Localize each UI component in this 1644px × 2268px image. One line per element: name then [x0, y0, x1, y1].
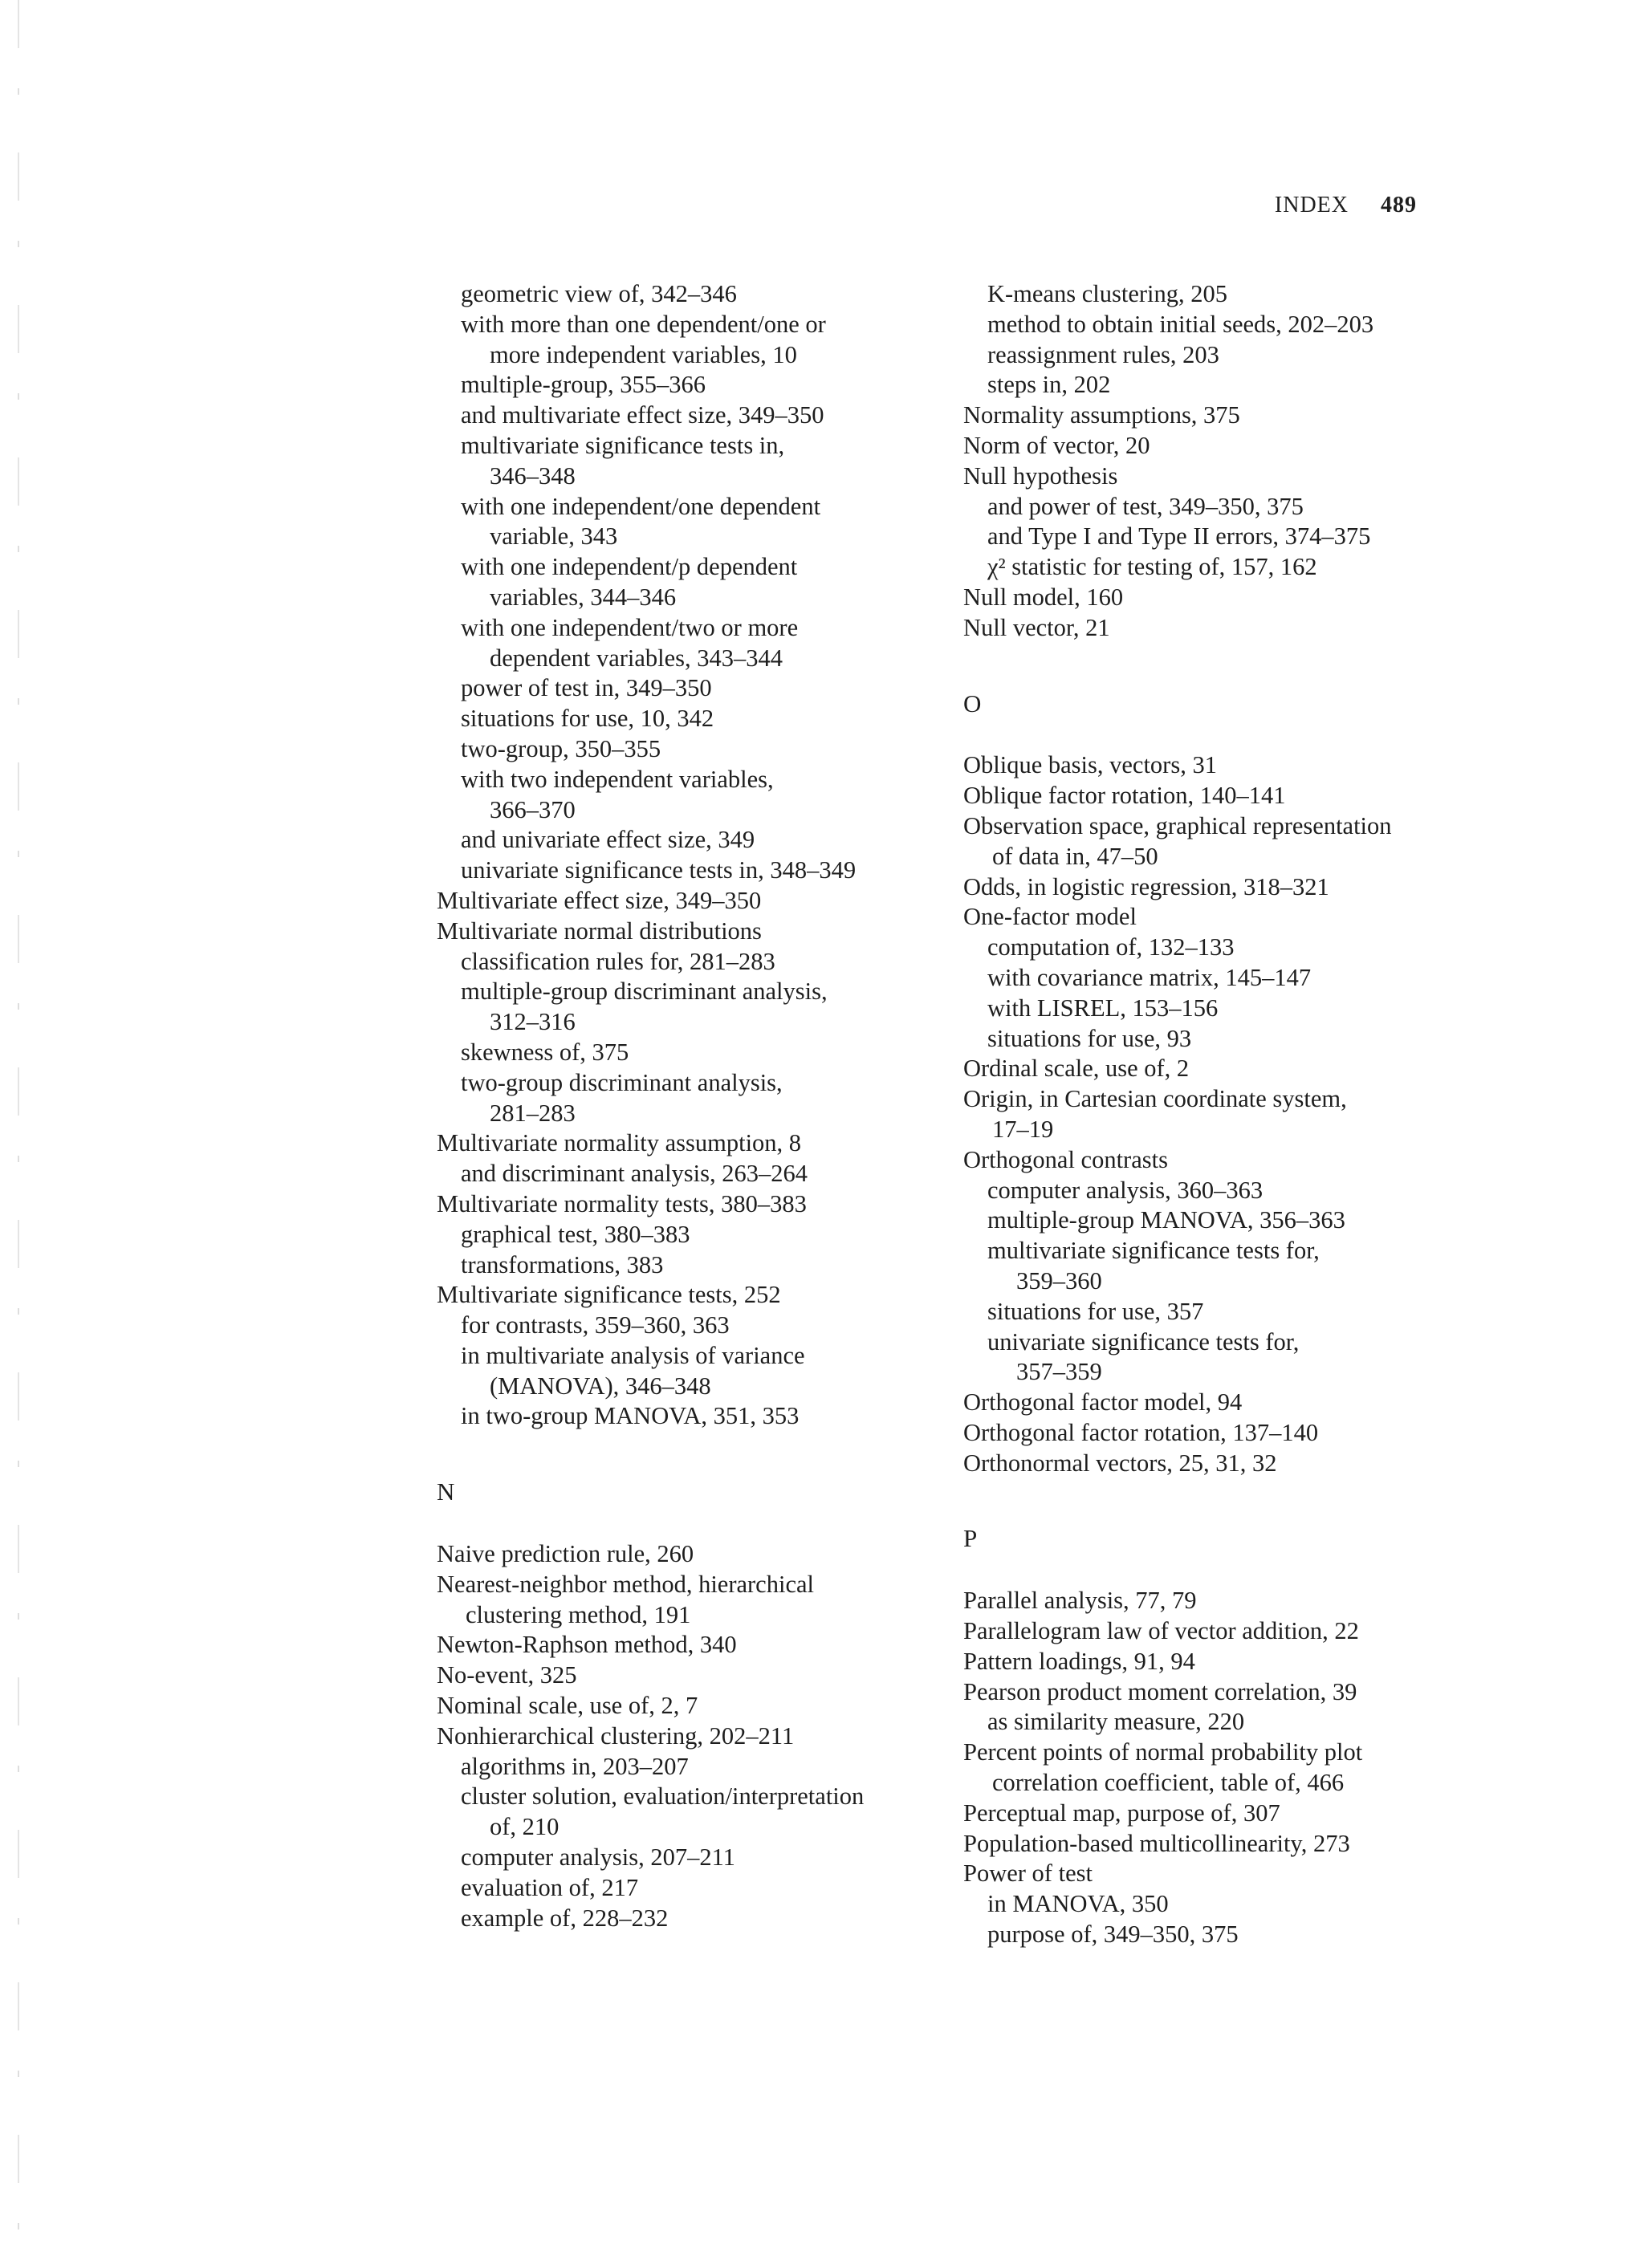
index-subentry: multiple-group discriminant analysis,: [461, 978, 828, 1006]
index-subentry: computer analysis, 360–363: [987, 1176, 1264, 1204]
index-subentry: transformations, 383: [461, 1250, 664, 1278]
index-entry: Oblique factor rotation, 140–141: [963, 782, 1286, 810]
index-entry: Norm of vector, 20: [963, 431, 1150, 459]
index-entry: Newton-Raphson method, 340: [437, 1631, 737, 1659]
index-entry: Null vector, 21: [963, 613, 1110, 641]
index-entry: Ordinal scale, use of, 2: [963, 1055, 1190, 1083]
index-subentry: 346–348: [490, 461, 576, 490]
index-subentry: variables, 344–346: [490, 583, 677, 611]
index-subentry: and univariate effect size, 349: [461, 826, 755, 854]
index-entry: Population-based multicollinearity, 273: [963, 1829, 1350, 1857]
page-number: 489: [1381, 193, 1417, 217]
index-subentry: with covariance matrix, 145–147: [987, 963, 1312, 991]
index-subentry: classification rules for, 281–283: [461, 947, 775, 975]
index-subentry: 357–359: [1016, 1358, 1102, 1386]
index-subentry: with two independent variables,: [461, 765, 774, 793]
index-entry: Nominal scale, use of, 2, 7: [437, 1692, 698, 1720]
index-subentry: as similarity measure, 220: [987, 1708, 1245, 1736]
index-column-left: [437, 279, 934, 1933]
index-entry: Null model, 160: [963, 583, 1124, 611]
index-subentry: computation of, 132–133: [987, 933, 1235, 961]
index-subentry: method to obtain initial seeds, 202–203: [987, 310, 1374, 338]
index-subentry: two-group discriminant analysis,: [461, 1068, 783, 1096]
section-heading: P: [963, 1524, 978, 1553]
index-entry: Orthogonal factor rotation, 137–140: [963, 1418, 1319, 1446]
index-entry: Pearson product moment correlation, 39: [963, 1677, 1357, 1705]
index-entry: Multivariate effect size, 349–350: [437, 886, 762, 914]
index-entry: Nonhierarchical clustering, 202–211: [437, 1721, 795, 1750]
index-subentry: with one independent/p dependent: [461, 553, 798, 581]
index-subentry: K-means clustering, 205: [987, 280, 1227, 307]
index-subentry: univariate significance tests in, 348–349: [461, 856, 857, 884]
index-entry: Multivariate normal distributions: [437, 917, 762, 945]
index-entry: Naive prediction rule, 260: [437, 1540, 694, 1568]
index-entry: 17–19: [992, 1115, 1054, 1143]
running-header: [1275, 193, 1417, 218]
index-entry: Orthogonal factor model, 94: [963, 1388, 1243, 1416]
index-entry: Normality assumptions, 375: [963, 401, 1240, 429]
index-subentry: and power of test, 349–350, 375: [987, 492, 1304, 520]
index-entry: clustering method, 191: [466, 1600, 691, 1628]
index-subentry: (MANOVA), 346–348: [490, 1372, 711, 1400]
index-subentry: with one independent/two or more: [461, 613, 799, 641]
index-subentry: for contrasts, 359–360, 363: [461, 1311, 730, 1339]
index-subentry: 366–370: [490, 795, 576, 823]
index-subentry: graphical test, 380–383: [461, 1220, 690, 1248]
index-entry: Pattern loadings, 91, 94: [963, 1647, 1195, 1675]
header-title: INDEX: [1274, 193, 1349, 217]
index-entry: Parallelogram law of vector addition, 22: [963, 1617, 1359, 1645]
index-subentry: of, 210: [490, 1813, 560, 1841]
index-subentry: computer analysis, 207–211: [461, 1843, 735, 1872]
index-entry: Oblique basis, vectors, 31: [963, 751, 1217, 779]
index-subentry: 281–283: [490, 1099, 576, 1127]
index-subentry: cluster solution, evaluation/interpretation: [461, 1782, 865, 1811]
index-entry: Multivariate significance tests, 252: [437, 1281, 781, 1309]
index-subentry: with one independent/one dependent: [461, 492, 821, 520]
index-entry: Null hypothesis: [963, 461, 1118, 490]
index-entry: Orthogonal contrasts: [963, 1145, 1168, 1173]
index-subentry: situations for use, 357: [987, 1297, 1204, 1325]
index-entry: Power of test: [963, 1860, 1093, 1888]
index-entry: Parallel analysis, 77, 79: [963, 1587, 1197, 1615]
index-subentry: 312–316: [490, 1008, 576, 1036]
index-subentry: evaluation of, 217: [461, 1873, 639, 1901]
index-entry: Nearest-neighbor method, hierarchical: [437, 1570, 814, 1598]
index-subentry: in two-group MANOVA, 351, 353: [461, 1402, 800, 1430]
index-subentry: multivariate significance tests for,: [987, 1237, 1320, 1265]
section-heading: O: [963, 689, 982, 717]
index-entry: Percent points of normal probability plot: [963, 1738, 1363, 1766]
index-entry: Odds, in logistic regression, 318–321: [963, 872, 1329, 900]
index-subentry: and Type I and Type II errors, 374–375: [987, 522, 1371, 551]
index-subentry: with LISREL, 153–156: [987, 994, 1219, 1022]
index-entry: correlation coefficient, table of, 466: [992, 1769, 1345, 1797]
index-subentry: example of, 228–232: [461, 1904, 669, 1932]
index-subentry: situations for use, 93: [987, 1024, 1192, 1052]
index-subentry: with more than one dependent/one or: [461, 310, 826, 338]
index-subentry: geometric view of, 342–346: [461, 280, 737, 307]
index-entry: Orthonormal vectors, 25, 31, 32: [963, 1449, 1277, 1477]
index-subentry: skewness of, 375: [461, 1038, 629, 1066]
index-subentry: variable, 343: [490, 522, 618, 551]
index-entry: One-factor model: [963, 903, 1137, 931]
index-subentry: 359–360: [1016, 1266, 1102, 1295]
index-subentry: univariate significance tests for,: [987, 1327, 1300, 1356]
index-entry: No-event, 325: [437, 1661, 577, 1689]
index-entry: Observation space, graphical representation: [963, 811, 1392, 839]
index-subentry: power of test in, 349–350: [461, 674, 712, 702]
index-subentry: more independent variables, 10: [490, 340, 797, 368]
index-subentry: multiple-group MANOVA, 356–363: [987, 1206, 1345, 1234]
index-entry: Perceptual map, purpose of, 307: [963, 1799, 1280, 1827]
index-subentry: reassignment rules, 203: [987, 340, 1219, 368]
index-subentry: steps in, 202: [987, 371, 1111, 399]
section-heading: N: [437, 1477, 455, 1506]
scan-edge-artifact: [18, 0, 19, 2268]
index-subentry: purpose of, 349–350, 375: [987, 1920, 1239, 1949]
index-subentry: in MANOVA, 350: [987, 1890, 1169, 1918]
index-subentry: multiple-group, 355–366: [461, 371, 706, 399]
index-subentry: and discriminant analysis, 263–264: [461, 1160, 808, 1188]
index-entry: of data in, 47–50: [992, 842, 1158, 870]
index-subentry: two-group, 350–355: [461, 734, 661, 762]
index-subentry: situations for use, 10, 342: [461, 705, 714, 733]
index-subentry: algorithms in, 203–207: [461, 1752, 689, 1780]
index-subentry: and multivariate effect size, 349–350: [461, 401, 824, 429]
index-column-right: [963, 279, 1445, 1950]
index-entry: Multivariate normality tests, 380–383: [437, 1189, 807, 1217]
index-entry: Multivariate normality assumption, 8: [437, 1129, 802, 1157]
index-subentry: in multivariate analysis of variance: [461, 1341, 805, 1369]
index-subentry: dependent variables, 343–344: [490, 644, 783, 672]
index-subentry: multivariate significance tests in,: [461, 431, 785, 459]
index-subentry: χ² statistic for testing of, 157, 162: [987, 553, 1317, 581]
index-entry: Origin, in Cartesian coordinate system,: [963, 1085, 1347, 1113]
